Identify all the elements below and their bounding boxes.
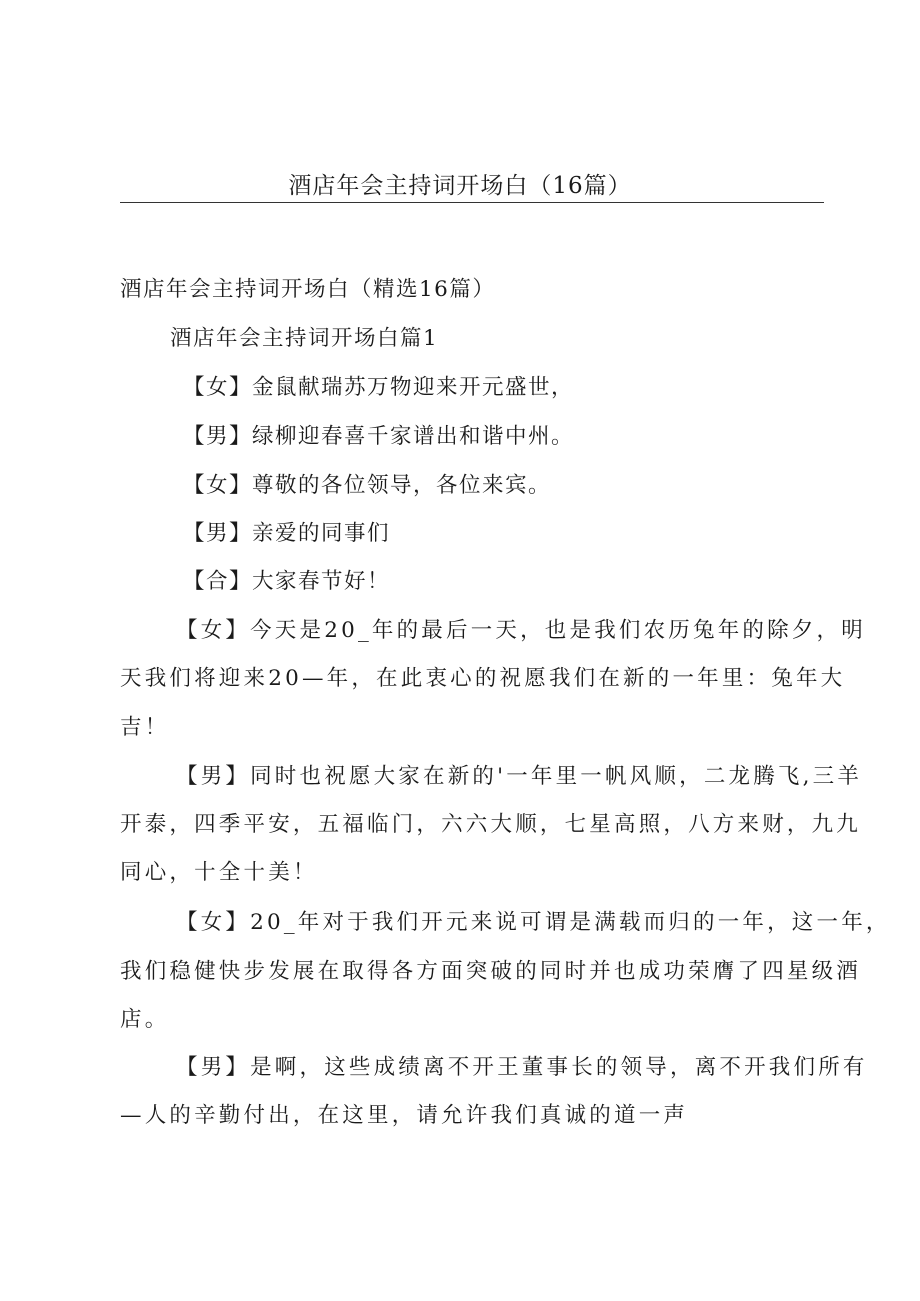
paragraph-line: 【女】今天是20_年的最后一天，也是我们农历兔年的除夕，明 — [176, 618, 866, 643]
paragraph-line: 同心，十全十美！ — [120, 860, 318, 885]
section-heading: 酒店年会主持词开场白篇1 — [170, 326, 439, 351]
paragraph-line: 天我们将迎来20—年，在此衷心的祝愿我们在新的一年里：兔年大 — [120, 666, 846, 691]
paragraph-line: 店。 — [120, 1007, 170, 1032]
paragraph-line: 【男】同时也祝愿大家在新的'一年里一帆风顺，二龙腾飞,三羊 — [176, 764, 863, 789]
paragraph-line: 【男】绿柳迎春喜千家谱出和谐中州。 — [183, 424, 575, 449]
paragraph-line: 吉！ — [120, 715, 170, 740]
paragraph-line: 【女】尊敬的各位领导，各位来宾。 — [183, 473, 552, 498]
paragraph-line: 【女】金鼠献瑞苏万物迎来开元盛世， — [183, 375, 575, 400]
paragraph-line: 开泰，四季平安，五福临门，六六大顺，七星高照，八方来财，九九 — [120, 812, 862, 837]
document-subtitle: 酒店年会主持词开场白（精选16篇） — [120, 277, 496, 302]
paragraph-line: 我们稳健快步发展在取得各方面突破的同时并也成功荣膺了四星级酒 — [120, 959, 862, 984]
paragraph-line: 【合】大家春节好！ — [183, 569, 391, 594]
paragraph-line: 【男】亲爱的同事们 — [183, 521, 391, 546]
title-underline — [120, 202, 824, 203]
paragraph-line: —人的辛勤付出，在这里，请允许我们真诚的道一声 — [120, 1103, 689, 1128]
paragraph-line: 【女】20_年对于我们开元来说可谓是满载而归的一年，这一年， — [176, 910, 891, 935]
paragraph-line: 【男】是啊，这些成绩离不开王董事长的领导，离不开我们所有 — [176, 1055, 868, 1080]
document-title: 酒店年会主持词开场白（16篇） — [288, 173, 632, 199]
